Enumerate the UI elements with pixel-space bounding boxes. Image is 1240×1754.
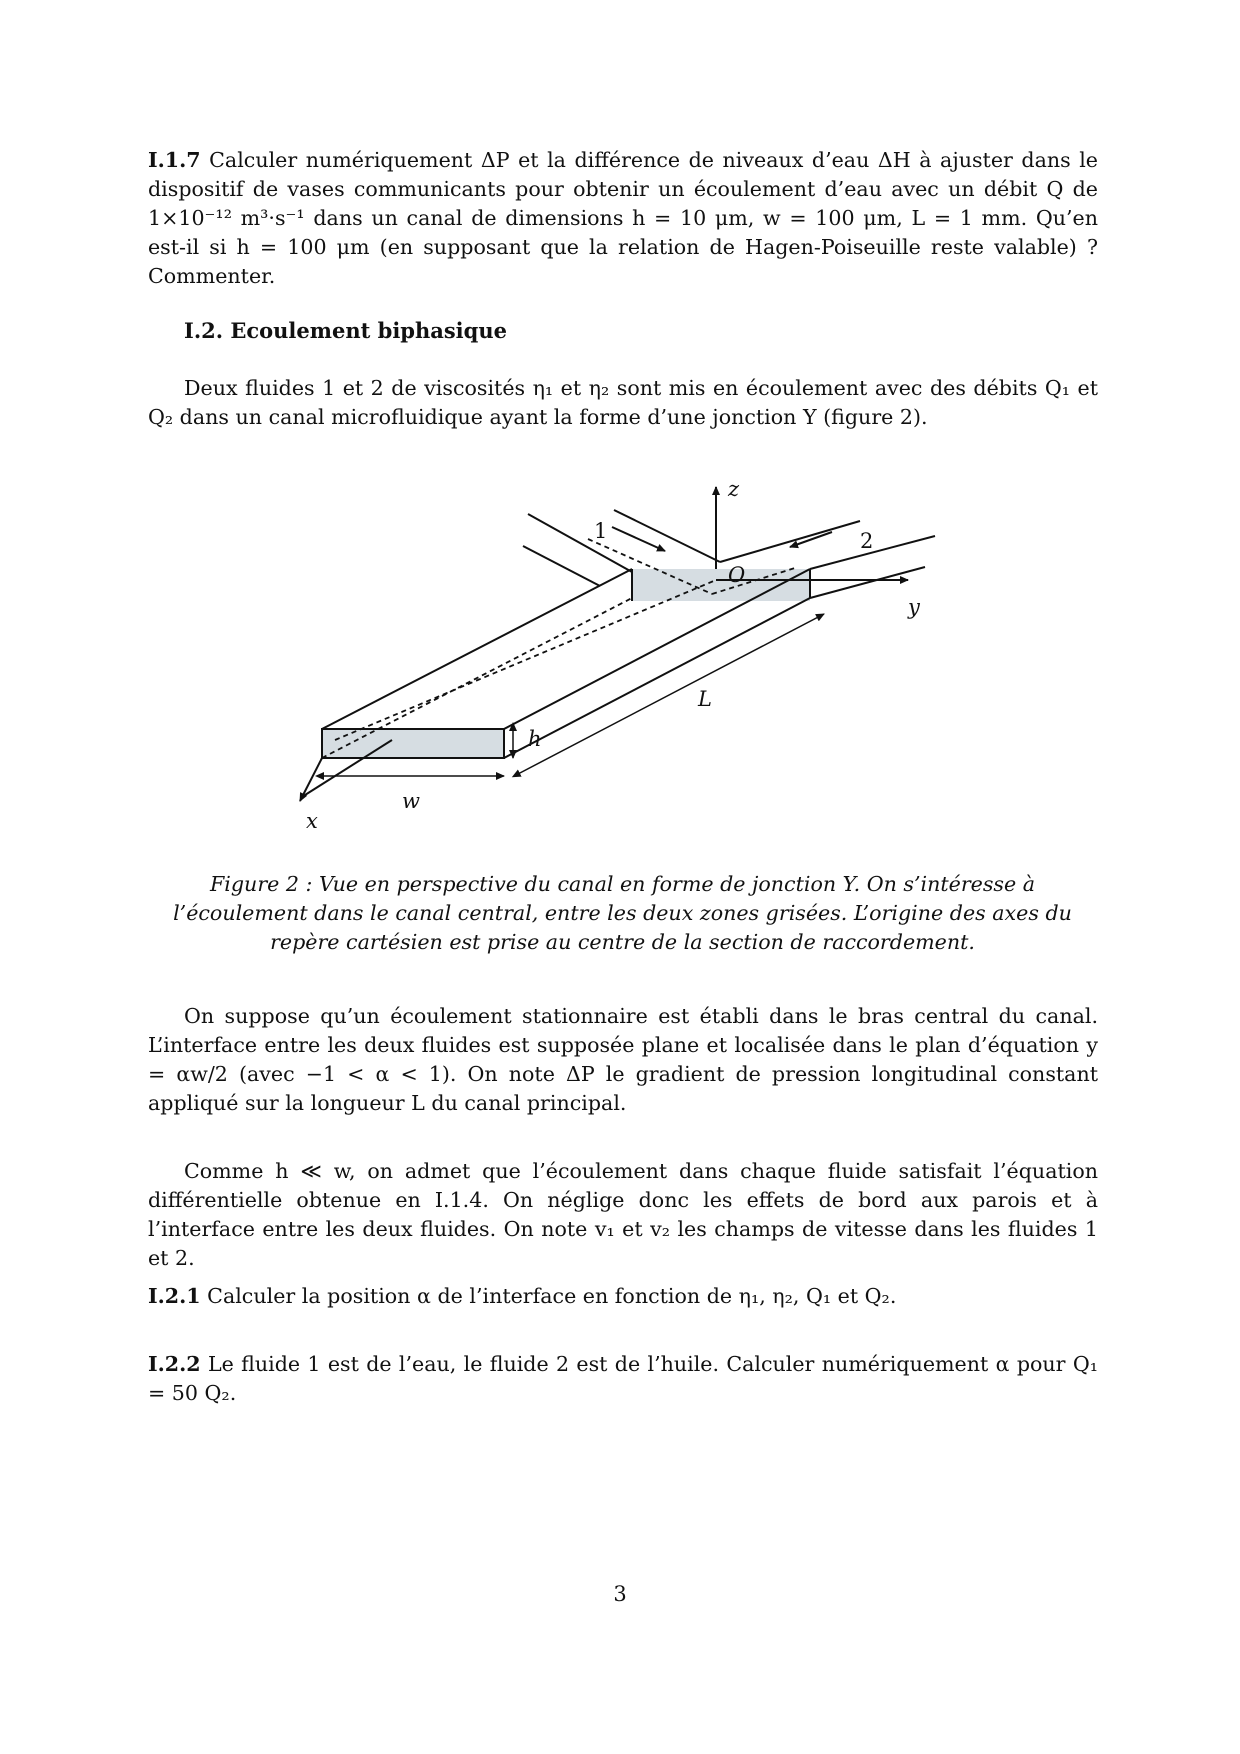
width-label: w: [402, 789, 420, 813]
question-i-2-2: [148, 1350, 1098, 1408]
figure-2-diagram: [0, 460, 1240, 860]
hidden-edge-center: [335, 580, 716, 740]
x-axis: [300, 758, 322, 801]
outlet-side-wall: [810, 567, 925, 598]
question-text: Calculer la position α de l’interface en fonction de η₁, η₂, Q₁ et Q₂.: [200, 1284, 897, 1308]
question-number: I.2.1: [148, 1284, 201, 1308]
inlet-arm-1-lower-wall: [523, 546, 600, 586]
fluid-1-label: 1: [594, 519, 608, 543]
channel-bottom-right-edge: [504, 598, 810, 758]
inlet-arm-2-upper-wall: [720, 521, 860, 562]
question-text: Calculer numériquement ΔP et la différence de niveaux d’eau ΔH à ajuster dans le dispositif de vases communicants pour obtenir un écoulement d’eau avec un débit Q de 1×10⁻¹² m³·s⁻¹ dans un canal de dimensions h = 10 μm, w = 100 μm, L = 1 mm. Qu’en est-il si h = 100 μm (en supposant que la relation de Hagen-Poiseuille reste valable) ? Commenter.: [148, 148, 1098, 288]
l-dimension-arrow: [518, 614, 824, 774]
question-text: Le fluide 1 est de l’eau, le fluide 2 est de l’huile. Calculer numériquement α pour Q₁ = 50 Q₂.: [148, 1352, 1098, 1405]
length-label: L: [698, 687, 712, 711]
inlet-arm-1-upper-wall: [528, 514, 632, 572]
x-axis-label: x: [306, 809, 318, 833]
figure-caption: Figure 2 : Vue en perspective du canal en forme de jonction Y. On s’intéresse à l’écoulement dans le canal central, entre les deux zones grisées. L’origine des axes du repère cartésien est prise au centre de la section de raccordement.: [173, 872, 1072, 954]
section-heading: I.2. Ecoulement biphasique: [184, 318, 507, 343]
height-label: h: [528, 727, 542, 751]
channel-top-left-edge: [322, 569, 632, 729]
question-number: I.1.7: [148, 148, 201, 172]
connection-section: [632, 569, 810, 601]
fluid-2-label: 2: [860, 529, 874, 553]
question-number: I.2.2: [148, 1352, 201, 1376]
origin-label: O: [728, 563, 746, 587]
body-paragraph-1: On suppose qu’un écoulement stationnaire est établi dans le bras central du canal. L’interface entre les deux fluides est supposée plane et localisée dans le plan d’équation y = αw/2 (avec −1 < α < 1). On note ΔP le gradient de pression longitudinal constant appliqué sur la longueur L du canal principal.: [148, 1004, 1098, 1115]
body-paragraph-2: Comme h ≪ w, on admet que l’écoulement dans chaque fluide satisfait l’équation différentielle obtenue en I.1.4. On néglige donc les effets de bord aux parois et à l’interface entre les deux fluides. On note v₁ et v₂ les champs de vitesse dans les fluides 1 et 2.: [148, 1159, 1098, 1270]
y-axis-label: y: [908, 595, 920, 619]
question-i-1-7: [148, 146, 1098, 291]
intro-paragraph: Deux fluides 1 et 2 de viscosités η₁ et η₂ sont mis en écoulement avec des débits Q₁ et Q₂ dans un canal microfluidique ayant la forme d’une jonction Y (figure 2).: [148, 376, 1098, 429]
page-number: 3: [613, 1582, 627, 1606]
question-i-2-1: [148, 1282, 1098, 1311]
z-axis-label: z: [728, 477, 740, 501]
